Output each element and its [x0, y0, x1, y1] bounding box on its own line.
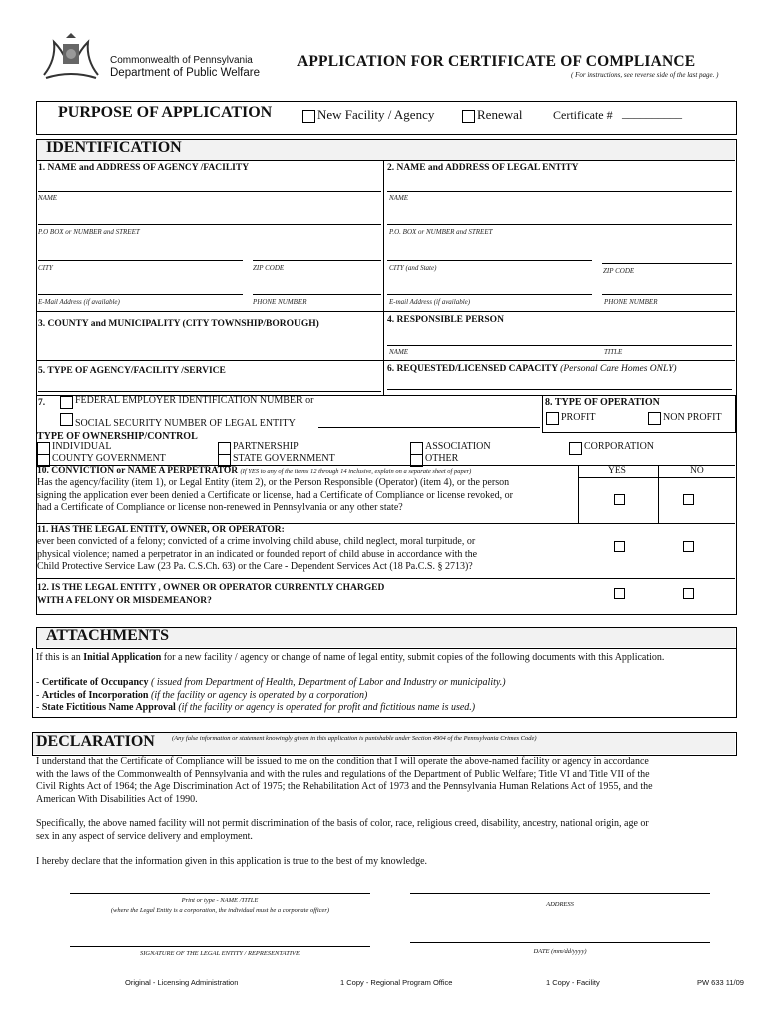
legal-entity-label: 2. NAME and ADDRESS OF LEGAL ENTITY: [387, 163, 579, 173]
yes-header: YES: [608, 466, 626, 476]
declaration-heading: DECLARATION: [36, 733, 155, 750]
attachments-list: [36, 677, 506, 715]
certificate-label: Certificate #: [553, 108, 613, 122]
q11-no-checkbox[interactable]: [683, 541, 694, 552]
department-name: Department of Public Welfare: [110, 67, 260, 79]
legal-entity-name-caption: NAME: [389, 194, 409, 202]
form-number: PW 633 11/09: [697, 978, 744, 987]
association-label: ASSOCIATION: [425, 441, 491, 452]
attachment-incorporation: - Articles of Incorporation (if the facility or agency is operated by a corporation): [36, 689, 368, 701]
profit-label: PROFIT: [561, 412, 596, 423]
agency-email-caption: E-Mail Address (if available): [38, 298, 120, 306]
ownership-label: TYPE OF OWNERSHIP/CONTROL: [37, 431, 198, 442]
agency-phone-caption: PHONE NUMBER: [253, 298, 307, 306]
agency-name-address-label: 1. NAME and ADDRESS OF AGENCY /FACILITY: [38, 163, 250, 173]
item-7-number: 7.: [38, 398, 46, 408]
q12-label: 12. IS THE LEGAL ENTITY , OWNER OR OPERATOR CURRENTLY CHARGED WITH A FELONY OR MISDEMEANOR?: [37, 583, 385, 606]
q12-no-checkbox[interactable]: [683, 588, 694, 599]
nonprofit-checkbox[interactable]: [648, 412, 661, 425]
legal-entity-phone-caption: PHONE NUMBER: [604, 298, 658, 306]
agency-name-caption: NAME: [38, 194, 58, 202]
agency-city-caption: CITY: [38, 264, 53, 272]
signature-caption: SIGNATURE OF THE LEGAL ENTITY / REPRESENTATIVE: [140, 950, 300, 957]
q10-yes-checkbox[interactable]: [614, 494, 625, 505]
attachments-intro: If this is an Initial Application for a new facility / agency or change of name of legal entity, submit copies of the following documents with this Application.: [36, 652, 665, 663]
attachments-heading: ATTACHMENTS: [46, 627, 169, 644]
org-name: Commonwealth of Pennsylvania: [110, 55, 253, 66]
legal-entity-email-caption: E-mail Address (if available): [389, 298, 471, 306]
q10-label: 10. CONVICTION or NAME A PERPETRATOR (If YES to any of the items 12 through 14 inclusive, explain on a separate sheet of paper): [37, 466, 472, 476]
date-line[interactable]: [410, 942, 710, 943]
agency-type-label: 5. TYPE OF AGENCY/FACILITY /SERVICE: [38, 366, 226, 376]
renewal-checkbox[interactable]: [462, 110, 475, 123]
name-title-caption: Print or type - NAME /TITLE (where the Legal Entity is a corporation, the individual must be a corporate officer): [110, 897, 330, 914]
new-facility-checkbox[interactable]: [302, 110, 315, 123]
corporation-checkbox[interactable]: [569, 442, 582, 455]
q11-label: 11. HAS THE LEGAL ENTITY, OWNER, OR OPERATOR:: [37, 525, 285, 535]
fein-label: FEDERAL EMPLOYER IDENTIFICATION NUMBER or: [75, 395, 314, 406]
agency-zip-caption: ZIP CODE: [253, 264, 285, 272]
address-line[interactable]: [410, 893, 710, 894]
declaration-paragraph-1: I understand that the Certificate of Compliance will be issued to me on the condition that I will operate the above-named facility or agency in accordance with the laws of the Commonwealth of Pennsylvania and with the rules and regulations of the Department of Public Welfare; Title VI and Title VII of the Civil Rights Act of 1964; the Age Discrimination Act of 1975; the Rehabilitation Act of 1973 and the Pennsylvania Human Relations Act of 1955, and the American With Disabilities Act of 1990.: [36, 756, 653, 805]
attachment-occupancy: - Certificate of Occupancy ( issued from Department of Health, Department of Labor and Industry or municipality.): [36, 677, 506, 688]
signature-line[interactable]: [70, 946, 370, 947]
footer-copy-regional: 1 Copy - Regional Program Office: [340, 978, 453, 987]
responsible-title-caption: TITLE: [604, 348, 623, 356]
declaration-paragraph-2: Specifically, the above named facility will not permit discrimination of the basis of color, race, religious creed, disability, ancestry, national origin, age or sex in any aspect of service delivery and employment.: [36, 818, 649, 842]
county-government-label: COUNTY GOVERNMENT: [52, 453, 166, 464]
operation-type-label: 8. TYPE OF OPERATION: [545, 397, 660, 408]
nonprofit-label: NON PROFIT: [663, 412, 722, 423]
footer-copy-facility: 1 Copy - Facility: [546, 978, 600, 987]
renewal-label: Renewal: [477, 107, 523, 122]
other-label: OTHER: [425, 453, 459, 464]
fein-checkbox[interactable]: [60, 396, 73, 409]
state-government-label: STATE GOVERNMENT: [233, 453, 335, 464]
q12-yes-checkbox[interactable]: [614, 588, 625, 599]
attachment-fictitious-name: - State Fictitious Name Approval (if the facility or agency is operated for profit and fictitious name is used.): [36, 702, 476, 713]
identification-heading: IDENTIFICATION: [46, 139, 182, 156]
address-caption: ADDRESS: [546, 901, 574, 908]
capacity-label: 6. REQUESTED/LICENSED CAPACITY (Personal Care Homes ONLY): [387, 364, 677, 374]
agency-street-caption: P.O BOX or NUMBER and STREET: [38, 228, 140, 236]
county-municipality-label: 3. COUNTY and MUNICIPALITY (CITY TOWNSHIP/BOROUGH): [38, 319, 319, 329]
responsible-name-caption: NAME: [389, 348, 409, 356]
new-facility-label: New Facility / Agency: [317, 107, 435, 122]
purpose-heading: PURPOSE OF APPLICATION: [58, 104, 273, 121]
date-caption: DATE (mm/dd/yyyy): [533, 948, 587, 955]
individual-label: INDIVIDUAL: [52, 441, 112, 452]
corporation-label: CORPORATION: [584, 441, 655, 452]
ssn-label: SOCIAL SECURITY NUMBER OF LEGAL ENTITY: [75, 418, 296, 429]
responsible-person-label: 4. RESPONSIBLE PERSON: [387, 315, 504, 325]
profit-checkbox[interactable]: [546, 412, 559, 425]
legal-entity-street-caption: P.O. BOX or NUMBER and STREET: [389, 228, 493, 236]
ssn-checkbox[interactable]: [60, 413, 73, 426]
q11-yes-checkbox[interactable]: [614, 541, 625, 552]
q10-no-checkbox[interactable]: [683, 494, 694, 505]
footer-copy-original: Original - Licensing Administration: [125, 978, 239, 987]
declaration-note: (Any false information or statement knowingly given in this application is punishable under Section 4904 of the Pennsylvania Crimes Code): [172, 735, 537, 742]
legal-entity-city-caption: CITY (and State): [389, 264, 437, 272]
form-title: APPLICATION FOR CERTIFICATE OF COMPLIANCE: [297, 53, 696, 70]
declaration-paragraph-3: I hereby declare that the information given in this application is true to the best of my knowledge.: [36, 856, 428, 867]
legal-entity-zip-caption: ZIP CODE: [603, 267, 635, 275]
partnership-label: PARTNERSHIP: [233, 441, 299, 452]
q10-text: Has the agency/facility (item 1), or Legal Entity (item 2), or the Person Responsible (Operator) (item 4), or the person signing the application ever been denied a Certificate or license, had a Certificate of Compliance or license revoked, or had a Certificate of Compliance or license non-renewed in Pennsylvania or any other state?: [37, 477, 513, 513]
name-title-line[interactable]: [70, 893, 370, 894]
pennsylvania-seal-icon: [36, 30, 106, 85]
certificate-input[interactable]: __________: [622, 106, 682, 120]
q11-text: ever been convicted of a felony; convicted of a crime involving child abuse, child neglect, moral turpitude, or physical violence; named a perpetrator in an indicated or founded report of child abuse in accordance with the Child Protective Service Law (23 Pa. C.S.Ch. 63) or the Care - Dependent Services Act (18 Pa.C.S. § 2713)?: [37, 536, 478, 572]
no-header: NO: [690, 466, 704, 476]
instructions-note: ( For instructions, see reverse side of the last page. ): [571, 71, 719, 79]
